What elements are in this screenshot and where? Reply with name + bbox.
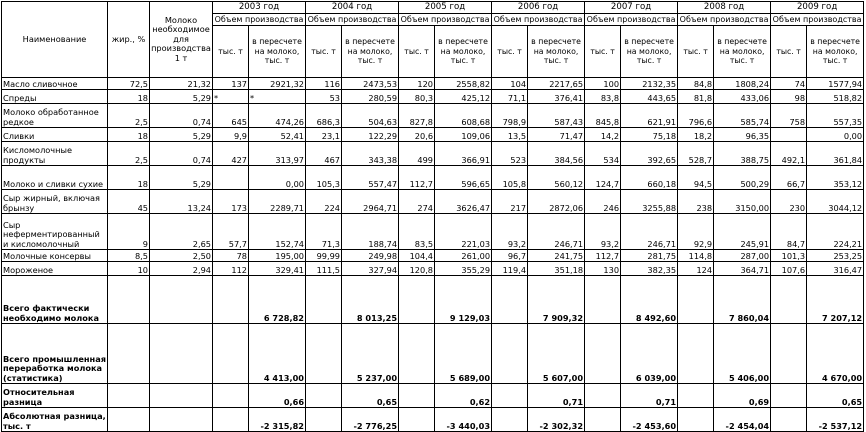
volume-recalc: 287,00 — [714, 250, 771, 262]
volume-tons: 66,7 — [771, 166, 807, 190]
header-year: 2007 год — [585, 2, 678, 14]
volume-tons: 224 — [306, 190, 342, 214]
volume-tons: 427 — [213, 142, 249, 166]
summary-label: Всего фактически необходимо молока — [2, 276, 108, 324]
fat-percent: 18 — [108, 128, 150, 142]
empty-cell — [306, 324, 342, 384]
summary-row — [2, 324, 864, 384]
volume-tons: 112,7 — [585, 250, 621, 262]
volume-tons: 173 — [213, 190, 249, 214]
volume-recalc: 3044,12 — [807, 190, 864, 214]
empty-cell — [492, 276, 528, 324]
header-recalc: в пересчете на молоко, тыс. т — [249, 26, 306, 78]
volume-recalc: 3255,88 — [621, 190, 678, 214]
empty-cell — [678, 408, 714, 432]
volume-tons: 74 — [771, 78, 807, 90]
volume-tons: 84,8 — [678, 78, 714, 90]
volume-tons: 130 — [585, 262, 621, 276]
empty-cell — [585, 324, 621, 384]
summary-value: -2 776,25 — [342, 408, 399, 432]
volume-recalc: 560,12 — [528, 166, 585, 190]
volume-tons: 92,9 — [678, 214, 714, 250]
volume-recalc: 557,47 — [342, 166, 399, 190]
volume-recalc: 71,47 — [528, 128, 585, 142]
empty-cell — [678, 384, 714, 408]
volume-recalc: 355,29 — [435, 262, 492, 276]
volume-recalc: 195,00 — [249, 250, 306, 262]
volume-recalc: 596,65 — [435, 166, 492, 190]
volume-tons: 98 — [771, 90, 807, 104]
summary-value: 7 860,04 — [714, 276, 771, 324]
header-year: 2006 год — [492, 2, 585, 14]
volume-recalc: 587,43 — [528, 104, 585, 128]
volume-tons: 492,1 — [771, 142, 807, 166]
summary-value: 0,71 — [528, 384, 585, 408]
volume-recalc: 366,91 — [435, 142, 492, 166]
volume-tons: 217 — [492, 190, 528, 214]
summary-value: 9 129,03 — [435, 276, 492, 324]
header-volume: Объем производства — [678, 14, 771, 26]
volume-recalc: 3150,00 — [714, 190, 771, 214]
header-volume: Объем производства — [771, 14, 864, 26]
table-row — [2, 78, 864, 90]
header-milk-per-ton: Молоко необходимое для производства 1 т — [150, 2, 213, 78]
volume-recalc: 500,29 — [714, 166, 771, 190]
header-volume: Объем производства — [213, 14, 306, 26]
table-row — [2, 90, 864, 104]
header-tons: тыс. т — [771, 26, 807, 78]
volume-recalc: 443,65 — [621, 90, 678, 104]
volume-recalc: 241,75 — [528, 250, 585, 262]
volume-recalc: 343,38 — [342, 142, 399, 166]
table-row — [2, 166, 864, 190]
volume-recalc: 361,84 — [807, 142, 864, 166]
header-volume: Объем производства — [306, 14, 399, 26]
volume-tons: 93,2 — [585, 214, 621, 250]
volume-recalc: 224,21 — [807, 214, 864, 250]
volume-tons — [213, 166, 249, 190]
fat-percent: 18 — [108, 166, 150, 190]
empty-cell — [306, 384, 342, 408]
volume-tons: 107,6 — [771, 262, 807, 276]
header-recalc: в пересчете на молоко, тыс. т — [435, 26, 492, 78]
volume-recalc: 2872,06 — [528, 190, 585, 214]
empty-cell — [399, 408, 435, 432]
volume-tons: 84,7 — [771, 214, 807, 250]
summary-value: 0,62 — [435, 384, 492, 408]
volume-recalc: 585,74 — [714, 104, 771, 128]
summary-value: 5 406,00 — [714, 324, 771, 384]
header-tons: тыс. т — [585, 26, 621, 78]
empty-cell — [492, 384, 528, 408]
empty-cell — [771, 276, 807, 324]
volume-recalc: 433,06 — [714, 90, 771, 104]
volume-recalc: 246,71 — [621, 214, 678, 250]
volume-tons: 99,99 — [306, 250, 342, 262]
header-tons: тыс. т — [678, 26, 714, 78]
empty-cell — [585, 384, 621, 408]
volume-tons: 798,9 — [492, 104, 528, 128]
milk-per-ton: 13,24 — [150, 190, 213, 214]
volume-tons: 827,8 — [399, 104, 435, 128]
volume-recalc: 281,75 — [621, 250, 678, 262]
table-row — [2, 128, 864, 142]
empty-cell — [492, 408, 528, 432]
summary-value: -3 440,03 — [435, 408, 492, 432]
volume-tons: 93,2 — [492, 214, 528, 250]
volume-recalc: 557,35 — [807, 104, 864, 128]
header-recalc: в пересчете на молоко, тыс. т — [714, 26, 771, 78]
volume-recalc: 621,91 — [621, 104, 678, 128]
empty-cell — [678, 276, 714, 324]
summary-value: -2 453,60 — [621, 408, 678, 432]
summary-value: 0,69 — [714, 384, 771, 408]
empty-cell — [678, 324, 714, 384]
volume-tons: 114,8 — [678, 250, 714, 262]
volume-tons: 100 — [585, 78, 621, 90]
volume-recalc: 253,25 — [807, 250, 864, 262]
header-recalc: в пересчете на молоко, тыс. т — [528, 26, 585, 78]
header-volume: Объем производства — [492, 14, 585, 26]
header-fat: жир., % — [108, 2, 150, 78]
milk-per-ton: 5,29 — [150, 128, 213, 142]
volume-tons: 120 — [399, 78, 435, 90]
volume-recalc: 75,18 — [621, 128, 678, 142]
volume-recalc: 1577,94 — [807, 78, 864, 90]
volume-recalc: 2132,35 — [621, 78, 678, 90]
volume-tons: 274 — [399, 190, 435, 214]
volume-recalc: 518,82 — [807, 90, 864, 104]
header-volume: Объем производства — [585, 14, 678, 26]
volume-tons: 523 — [492, 142, 528, 166]
header-recalc: в пересчете на молоко, тыс. т — [621, 26, 678, 78]
volume-recalc: 96,35 — [714, 128, 771, 142]
empty-cell — [213, 324, 249, 384]
volume-recalc: 122,29 — [342, 128, 399, 142]
table-row — [2, 104, 864, 128]
volume-recalc: 261,00 — [435, 250, 492, 262]
summary-label: Относительная разница — [2, 384, 108, 408]
volume-recalc: 382,35 — [621, 262, 678, 276]
volume-recalc: 660,18 — [621, 166, 678, 190]
volume-tons: 81,8 — [678, 90, 714, 104]
header-name: Наименование — [2, 2, 108, 78]
volume-recalc: 188,74 — [342, 214, 399, 250]
empty-cell — [771, 408, 807, 432]
empty-cell — [399, 324, 435, 384]
volume-recalc: 384,56 — [528, 142, 585, 166]
fat-percent: 9 — [108, 214, 150, 250]
summary-row — [2, 384, 864, 408]
volume-tons: * — [213, 90, 249, 104]
product-name: Молоко и сливки сухие — [2, 166, 108, 190]
header-tons: тыс. т — [492, 26, 528, 78]
milk-production-table — [1, 1, 864, 432]
volume-recalc: 313,97 — [249, 142, 306, 166]
volume-tons: 845,8 — [585, 104, 621, 128]
volume-tons: 104 — [492, 78, 528, 90]
empty-cell — [306, 276, 342, 324]
summary-value: 0,66 — [249, 384, 306, 408]
header-year: 2008 год — [678, 2, 771, 14]
product-name: Спреды — [2, 90, 108, 104]
volume-recalc: 327,94 — [342, 262, 399, 276]
volume-tons: 112,7 — [399, 166, 435, 190]
volume-recalc: 246,71 — [528, 214, 585, 250]
volume-tons: 758 — [771, 104, 807, 128]
volume-recalc: 152,74 — [249, 214, 306, 250]
summary-value: 7 207,12 — [807, 276, 864, 324]
summary-row — [2, 276, 864, 324]
volume-recalc: 1808,24 — [714, 78, 771, 90]
volume-recalc: 109,06 — [435, 128, 492, 142]
empty-cell — [771, 384, 807, 408]
header-tons: тыс. т — [399, 26, 435, 78]
volume-tons: 499 — [399, 142, 435, 166]
volume-tons: 116 — [306, 78, 342, 90]
volume-recalc: 2217,65 — [528, 78, 585, 90]
volume-tons: 230 — [771, 190, 807, 214]
table-row — [2, 214, 864, 250]
volume-tons: 94,5 — [678, 166, 714, 190]
volume-recalc: 2473,53 — [342, 78, 399, 90]
volume-tons: 238 — [678, 190, 714, 214]
empty-cell — [108, 324, 150, 384]
volume-tons: 9,9 — [213, 128, 249, 142]
volume-tons: 528,7 — [678, 142, 714, 166]
fat-percent: 45 — [108, 190, 150, 214]
empty-cell — [585, 276, 621, 324]
product-name: Молочные консервы — [2, 250, 108, 262]
product-name: Кисломолочные продукты — [2, 142, 108, 166]
volume-tons — [771, 128, 807, 142]
milk-per-ton: 5,29 — [150, 166, 213, 190]
fat-percent: 2,5 — [108, 142, 150, 166]
summary-value: 5 689,00 — [435, 324, 492, 384]
fat-percent: 2,5 — [108, 104, 150, 128]
table-row — [2, 250, 864, 262]
header-year: 2005 год — [399, 2, 492, 14]
summary-value: 0,71 — [621, 384, 678, 408]
volume-recalc: 0,00 — [807, 128, 864, 142]
empty-cell — [150, 324, 213, 384]
volume-tons: 83,8 — [585, 90, 621, 104]
summary-value: 0,65 — [342, 384, 399, 408]
product-name: Сыр жирный, включая брынзу — [2, 190, 108, 214]
summary-value: 8 013,25 — [342, 276, 399, 324]
volume-tons: 53 — [306, 90, 342, 104]
product-name: Мороженое — [2, 262, 108, 276]
product-name: Сливки — [2, 128, 108, 142]
header-volume: Объем производства — [399, 14, 492, 26]
header-year: 2009 год — [771, 2, 864, 14]
product-name: Сыр неферментированный и кисломолочный — [2, 214, 108, 250]
product-name: Масло сливочное — [2, 78, 108, 90]
milk-per-ton: 21,32 — [150, 78, 213, 90]
volume-tons: 124,7 — [585, 166, 621, 190]
volume-tons: 101,3 — [771, 250, 807, 262]
summary-value: 0,65 — [807, 384, 864, 408]
fat-percent: 10 — [108, 262, 150, 276]
volume-tons: 124 — [678, 262, 714, 276]
milk-per-ton: 2,94 — [150, 262, 213, 276]
volume-recalc: 52,41 — [249, 128, 306, 142]
summary-value: 4 413,00 — [249, 324, 306, 384]
product-name: Молоко обработанное редкое — [2, 104, 108, 128]
volume-tons: 83,5 — [399, 214, 435, 250]
volume-tons: 111,5 — [306, 262, 342, 276]
volume-tons: 71,1 — [492, 90, 528, 104]
volume-recalc: 504,63 — [342, 104, 399, 128]
summary-value: 8 492,60 — [621, 276, 678, 324]
volume-recalc: 474,26 — [249, 104, 306, 128]
volume-recalc: 249,98 — [342, 250, 399, 262]
volume-recalc: 351,18 — [528, 262, 585, 276]
summary-row — [2, 408, 864, 432]
header-recalc: в пересчете на молоко, тыс. т — [807, 26, 864, 78]
volume-tons: 20,6 — [399, 128, 435, 142]
empty-cell — [213, 384, 249, 408]
volume-tons: 96,7 — [492, 250, 528, 262]
table-row — [2, 142, 864, 166]
milk-per-ton: 5,29 — [150, 90, 213, 104]
header-tons: тыс. т — [213, 26, 249, 78]
empty-cell — [150, 408, 213, 432]
volume-tons: 14,2 — [585, 128, 621, 142]
summary-value: 6 039,00 — [621, 324, 678, 384]
volume-recalc: 329,41 — [249, 262, 306, 276]
summary-value: 5 607,00 — [528, 324, 585, 384]
table-row — [2, 190, 864, 214]
summary-value: 4 670,00 — [807, 324, 864, 384]
volume-recalc: 316,47 — [807, 262, 864, 276]
summary-value: 5 237,00 — [342, 324, 399, 384]
volume-tons: 467 — [306, 142, 342, 166]
summary-label: Абсолютная разница, тыс. т — [2, 408, 108, 432]
table-row — [2, 262, 864, 276]
header-year: 2003 год — [213, 2, 306, 14]
summary-value: -2 302,32 — [528, 408, 585, 432]
volume-recalc: * — [249, 90, 306, 104]
volume-tons: 119,4 — [492, 262, 528, 276]
volume-tons: 105,3 — [306, 166, 342, 190]
volume-tons: 246 — [585, 190, 621, 214]
milk-per-ton: 0,74 — [150, 104, 213, 128]
volume-recalc: 376,41 — [528, 90, 585, 104]
volume-recalc: 3626,47 — [435, 190, 492, 214]
summary-value: -2 454,04 — [714, 408, 771, 432]
milk-per-ton: 2,50 — [150, 250, 213, 262]
empty-cell — [213, 276, 249, 324]
volume-tons: 796,6 — [678, 104, 714, 128]
volume-recalc: 2921,32 — [249, 78, 306, 90]
volume-tons: 104,4 — [399, 250, 435, 262]
volume-recalc: 364,71 — [714, 262, 771, 276]
volume-tons: 686,3 — [306, 104, 342, 128]
volume-recalc: 2289,71 — [249, 190, 306, 214]
volume-recalc: 608,68 — [435, 104, 492, 128]
empty-cell — [399, 276, 435, 324]
volume-tons: 534 — [585, 142, 621, 166]
fat-percent: 8,5 — [108, 250, 150, 262]
summary-value: 7 909,32 — [528, 276, 585, 324]
volume-recalc: 353,12 — [807, 166, 864, 190]
empty-cell — [585, 408, 621, 432]
empty-cell — [771, 324, 807, 384]
empty-cell — [150, 276, 213, 324]
volume-tons: 80,3 — [399, 90, 435, 104]
summary-value: -2 537,12 — [807, 408, 864, 432]
volume-recalc: 2558,82 — [435, 78, 492, 90]
empty-cell — [492, 324, 528, 384]
volume-recalc: 392,65 — [621, 142, 678, 166]
volume-tons: 57,7 — [213, 214, 249, 250]
volume-recalc: 388,75 — [714, 142, 771, 166]
summary-value: 6 728,82 — [249, 276, 306, 324]
volume-tons: 23,1 — [306, 128, 342, 142]
volume-tons: 120,8 — [399, 262, 435, 276]
summary-value: -2 315,82 — [249, 408, 306, 432]
volume-tons: 137 — [213, 78, 249, 90]
volume-tons: 13,5 — [492, 128, 528, 142]
volume-recalc: 2964,71 — [342, 190, 399, 214]
volume-tons: 71,3 — [306, 214, 342, 250]
volume-tons: 78 — [213, 250, 249, 262]
volume-recalc: 221,03 — [435, 214, 492, 250]
header-recalc: в пересчете на молоко, тыс. т — [342, 26, 399, 78]
empty-cell — [108, 276, 150, 324]
fat-percent: 72,5 — [108, 78, 150, 90]
volume-tons: 112 — [213, 262, 249, 276]
empty-cell — [108, 384, 150, 408]
fat-percent: 18 — [108, 90, 150, 104]
header-tons: тыс. т — [306, 26, 342, 78]
empty-cell — [399, 384, 435, 408]
empty-cell — [213, 408, 249, 432]
volume-tons: 645 — [213, 104, 249, 128]
header-year: 2004 год — [306, 2, 399, 14]
empty-cell — [108, 408, 150, 432]
summary-label: Всего промышленная переработка молока (статистика) — [2, 324, 108, 384]
volume-tons: 105,8 — [492, 166, 528, 190]
volume-tons: 18,2 — [678, 128, 714, 142]
milk-per-ton: 2,65 — [150, 214, 213, 250]
milk-per-ton: 0,74 — [150, 142, 213, 166]
empty-cell — [150, 384, 213, 408]
volume-recalc: 0,00 — [249, 166, 306, 190]
volume-recalc: 280,59 — [342, 90, 399, 104]
volume-recalc: 245,91 — [714, 214, 771, 250]
volume-recalc: 425,12 — [435, 90, 492, 104]
empty-cell — [306, 408, 342, 432]
